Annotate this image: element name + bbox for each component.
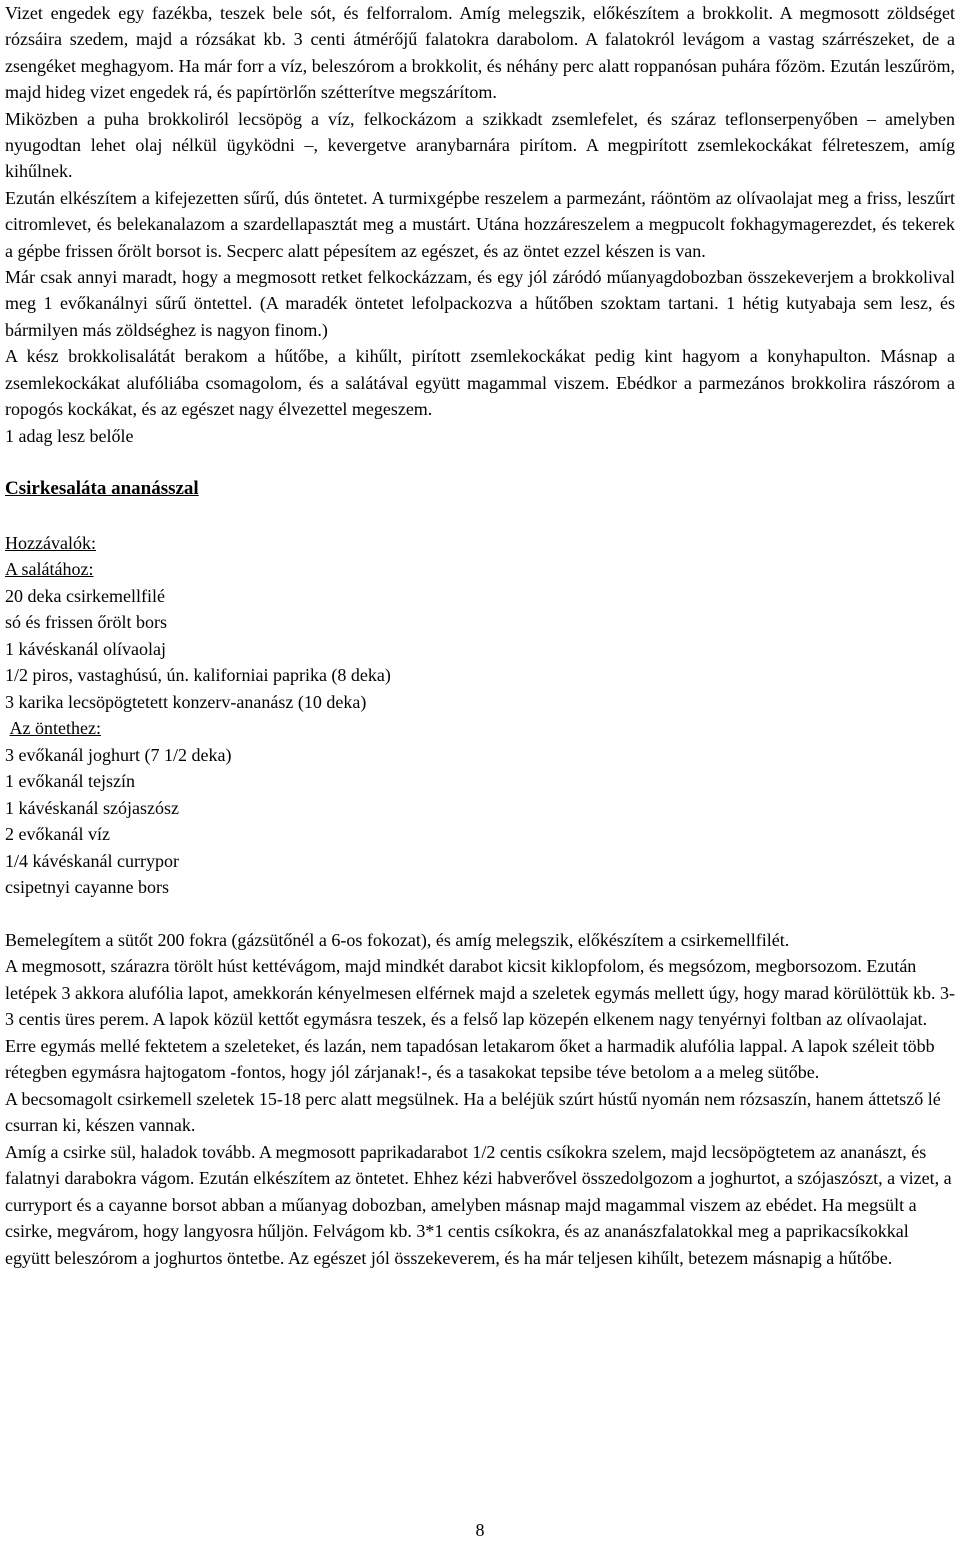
paragraph: A becsomagolt csirkemell szeletek 15-18 perc alatt megsülnek. Ha a beléjük szúrt hústű nyomán nem rózsaszín, hanem áttetsző lé csurran ki, készen vannak. — [5, 1088, 941, 1136]
paragraph: Bemelegítem a sütőt 200 fokra (gázsütőnél a 6-os fokozat), és amíg melegszik, előkészítem a csirkemellfilét. — [5, 929, 790, 950]
ingredient-item: só és frissen őrölt bors — [5, 612, 167, 633]
paragraph: Miközben a puha brokkoliról lecsöpög a víz, felkockázom a szikkadt zsemlefelet, és száraz teflonserpenyőben – amelyben nyugodtan lehet olaj nélkül ügyködni –, kevergetve aranybarnára pirítom. A megpirított zsemlekockákat félreteszem, amíg kihűlnek. — [5, 108, 955, 182]
brokkoli-method-section — [5, 0, 955, 423]
serving-note: 1 adag lesz belőle — [5, 425, 134, 446]
csirke-method-section — [5, 927, 955, 1272]
ingredient-item: 1 kávéskanál szójaszósz — [5, 797, 179, 818]
paragraph: A kész brokkolisalátát berakom a hűtőbe, a kihűlt, pirított zsemlekockákat pedig kint hagyom a konyhapulton. Másnap a zsemlekockákat alufóliába csomagolom, és a salátával együtt magammal viszem. Ebédkor a parmezános brokkolira rászórom a ropogós kockákat, és az egészet nagy élvezettel megeszem. — [5, 346, 955, 420]
ingredient-item: 3 karika lecsöpögtetett konzerv-ananász (10 deka) — [5, 691, 367, 712]
ingredient-item: 2 evőkanál víz — [5, 824, 110, 845]
document-page — [5, 0, 955, 1271]
paragraph: A megmosott, szárazra törölt húst kettévágom, majd mindkét darabot kicsit kiklopfolom, és megsózom, megborsozom. Ezután letépek 3 akkora alufólia lapot, amekkorán kényelmesen elférnek majd a szeletek egymás mellett úgy, hogy marad körülöttük kb. 3-3 centis üres perem. A lapok közül kettőt egymásra teszek, és a felső lap közepén elkenem nagy tenyérnyi foltban az olívaolajat. Erre egymás mellé fektetem a szeleteket, és lazán, nem tapadósan letakarom őket a harmadik alufólia lappal. A lapok széleit több rétegben egymásra hajtogatom -fontos, hogy jól zárjanak!-, és a tasakokat tepsibe téve betolom a a meleg sütőbe. — [5, 956, 956, 1083]
dressing-heading-label: Az öntethez: — [9, 718, 101, 739]
ingredient-item: 20 deka csirkemellfilé — [5, 585, 165, 606]
recipe-title: Csirkesaláta ananásszal — [5, 477, 199, 499]
dressing-heading — [5, 715, 955, 742]
paragraph: Ezután elkészítem a kifejezetten sűrű, dús öntetet. A turmixgépbe reszelem a parmezánt, ráöntöm az olívaolajat meg a friss, leszűrt citromlevet, és belekanalazom a szardellapasztát meg a mustárt. Utána hozzáreszelem a megpucolt fokhagymagerezdet, és tekerek a gépbe frissen őrölt borsot is. Secperc alatt pépesítem az egészet, és az öntet ezzel készen is van. — [5, 187, 955, 261]
ingredients-section — [5, 530, 955, 901]
salad-heading: A salátához: — [5, 559, 94, 580]
paragraph: Amíg a csirke sül, haladok tovább. A megmosott paprikadarabot 1/2 centis csíkokra szelem, majd lecsöpögtetem az ananászt, és falatnyi darabokra vágom. Ezután elkészítem az öntetet. Ehhez kézi habverővel összedolgozom a joghurtot, a szójaszószt, a vizet, a curryport és a cayanne borsot abban a műanyag dobozban, amelyben másnap majd magammal viszem az ebédet. Ha megsült a csirke, megvárom, hogy langyosra hűljön. Felvágom kb. 3*1 centis csíkokra, és az ananászfalatokkal meg a paprikacsíkokkal együtt beleszórom a joghurtos öntetbe. Az egészet jól összekeverem, és ha már teljesen kihűlt, betezem másnapig a hűtőbe. — [5, 1141, 952, 1268]
ingredient-item: 1/2 piros, vastaghúsú, ún. kaliforniai paprika (8 deka) — [5, 665, 391, 686]
ingredient-item: csipetnyi cayanne bors — [5, 877, 169, 898]
paragraph: Már csak annyi maradt, hogy a megmosott retket felkockázzam, és egy jól záródó műanyagdobozban összekeverjem a brokkolival meg 1 evőkanálnyi sűrű öntettel. (A maradék öntetet lefolpackozva a hűtőben szoktam tartani. 1 hétig kutyabaja sem lesz, és bármilyen más zöldséghez is nagyon finom.) — [5, 267, 955, 340]
ingredient-item: 1 evőkanál tejszín — [5, 771, 135, 792]
ingredient-item: 1 kávéskanál olívaolaj — [5, 638, 166, 659]
ingredient-item: 3 evőkanál joghurt (7 1/2 deka) — [5, 744, 232, 765]
paragraph: Vizet engedek egy fazékba, teszek bele sót, és felforralom. Amíg melegszik, előkészítem a brokkolit. A megmosott zöldséget rózsáira szedem, majd a rózsákat kb. 3 centi átmérőjű falatokra darabolom. A falatokról levágom a vastag szárrészeket, de a zsengéket meghagyom. Ha már forr a víz, beleszórom a brokkolit, és néhány perc alatt roppanósan puhára főzöm. Ezután leszűröm, majd hideg vizet engedek rá, és papírtörlőn szétterítve megszárítom. — [5, 3, 955, 103]
page-number: 8 — [475, 1520, 485, 1540]
ingredient-item: 1/4 kávéskanál currypor — [5, 850, 179, 871]
ingredients-heading: Hozzávalók: — [5, 532, 96, 553]
